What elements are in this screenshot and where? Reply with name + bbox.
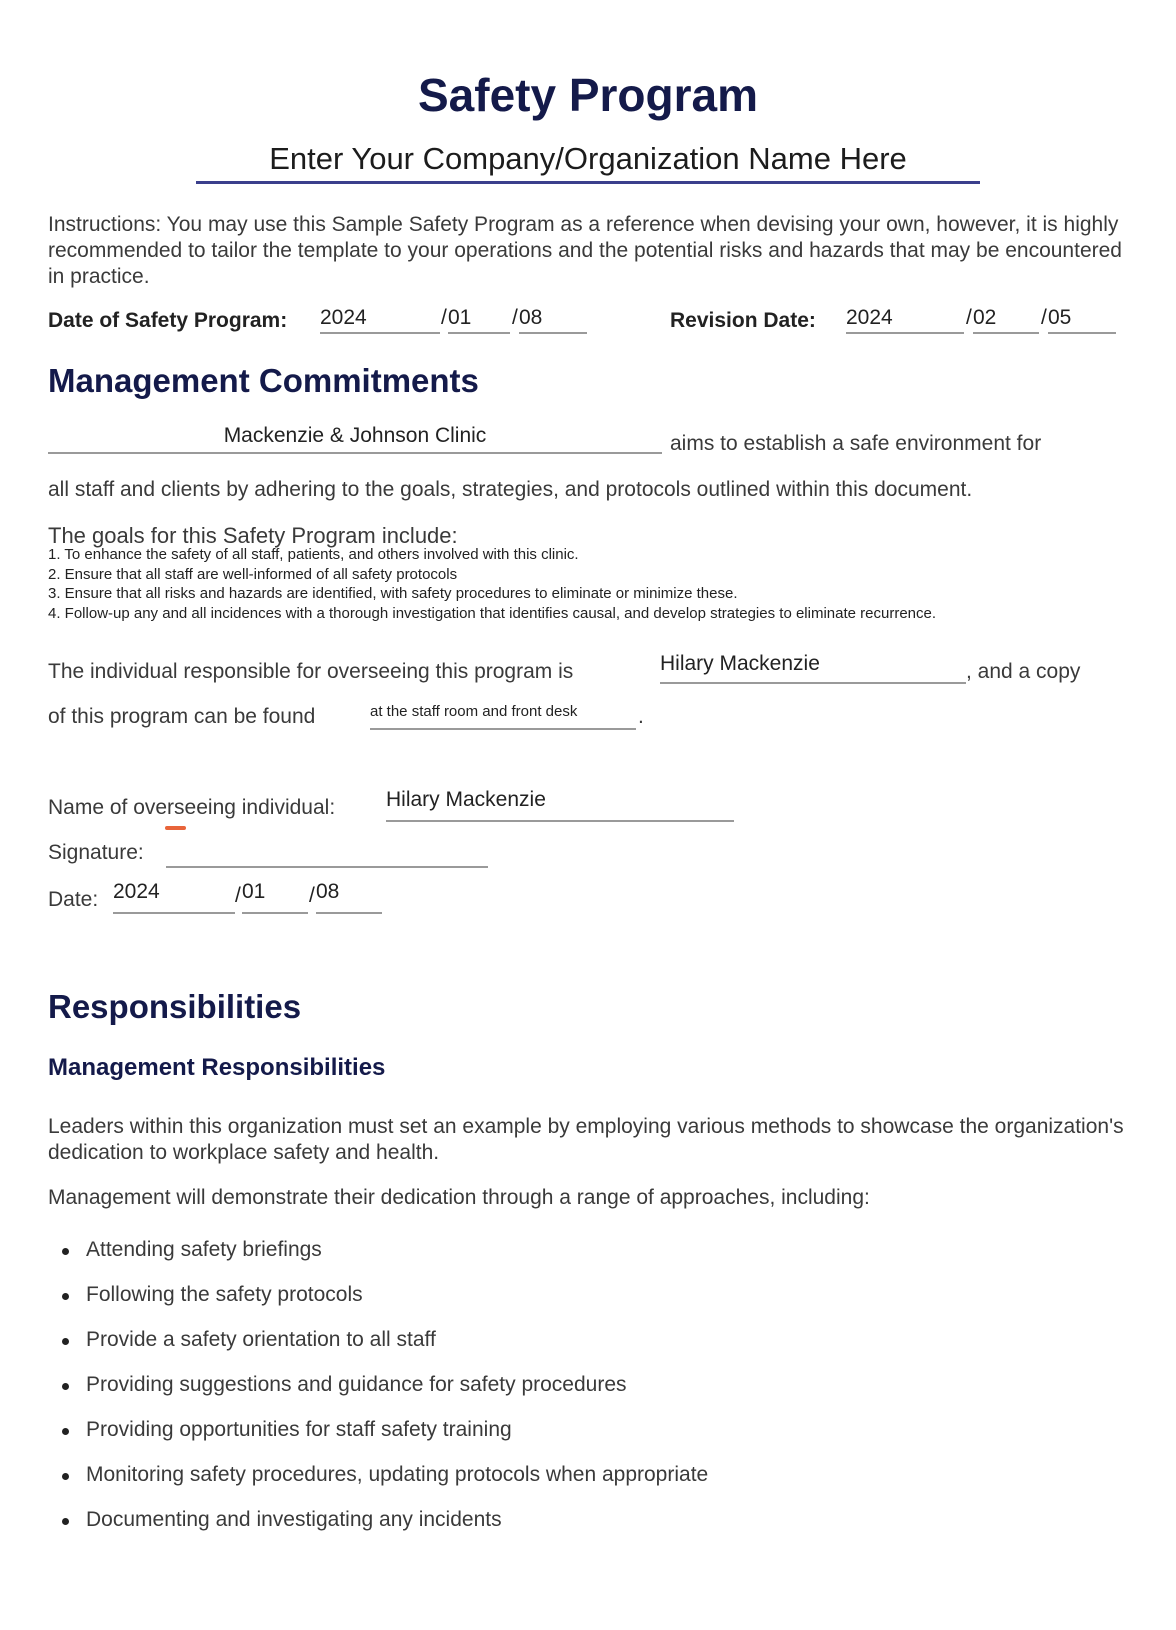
bullet-icon [62,1518,69,1525]
signature-field[interactable] [166,836,488,868]
program-date-year-value: 2024 [320,306,367,329]
responsible-person-field[interactable] [660,652,966,684]
list-item [62,1283,708,1328]
program-date-year-field[interactable] [320,306,440,334]
signature-marker-icon [165,826,186,830]
goal-item: 1. To enhance the safety of all staff, patients, and others involved with this clinic. [48,546,579,563]
instructions-text: Instructions: You may use this Sample Safety Program as a reference when devising your own, however, it is highly recommended to tailor the template to your operations and the potential risks and hazards that may be encountered in practice. [48,213,1122,288]
list-item [62,1508,708,1553]
signoff-date-month-value: 01 [242,880,266,903]
revision-date-year-value: 2024 [846,306,893,329]
overseer-name-field[interactable] [386,788,734,822]
signoff-date-day-value: 08 [316,880,340,903]
organization-name-field[interactable] [196,138,980,184]
list-item [62,1238,708,1283]
program-date-day-field[interactable] [519,306,587,334]
signoff-date-year-value: 2024 [113,880,160,903]
program-location-field[interactable] [370,700,636,730]
goal-item: 4. Follow-up any and all incidences with a thorough investigation that identifies causal, and develop strategies to eliminate recurrence. [48,604,937,622]
revision-date-day-field[interactable] [1048,306,1116,334]
revision-date-row [670,306,1130,336]
list-item [62,1328,708,1373]
signoff-date-month-field[interactable] [242,880,308,914]
bullet-icon [62,1383,69,1390]
program-date-month-value: 01 [448,306,472,329]
bullet-icon [62,1428,69,1435]
organization-name-placeholder: Enter Your Company/Organization Name Here [269,141,907,176]
management-approaches-list [62,1238,708,1553]
goals-list [48,545,936,623]
list-item [62,1463,708,1508]
signoff-date-label: Date: [48,888,99,911]
commitment-line2: all staff and clients by adhering to the goals, strategies, and protocols outlined within this document. [48,478,973,501]
responsible-prefix: The individual responsible for overseeing this program is [48,660,574,683]
bullet-icon [62,1473,69,1480]
program-date-label: Date of Safety Program: [48,309,288,332]
document-title: Safety Program [417,69,758,121]
location-prefix: of this program can be found [48,705,316,728]
revision-date-day-value: 05 [1048,306,1072,329]
overseer-name-label: Name of overseeing individual: [48,796,336,819]
revision-date-label: Revision Date: [670,309,816,332]
list-item-text: Provide a safety orientation to all staff [86,1328,436,1351]
management-commitments-heading: Management Commitments [48,362,479,399]
revision-date-month-field[interactable] [973,306,1039,334]
responsible-suffix: , and a copy [966,660,1081,683]
date-separator: / [441,306,447,329]
list-item-text: Providing suggestions and guidance for safety procedures [86,1373,627,1396]
signoff-date-year-field[interactable] [113,880,235,914]
date-separator: / [512,306,518,329]
list-item-text: Attending safety briefings [86,1238,322,1261]
date-separator: / [309,884,315,907]
list-item [62,1418,708,1463]
responsible-person-value: Hilary Mackenzie [660,652,820,675]
goals-title: The goals for this Safety Program include: [48,523,458,548]
signature-label: Signature: [48,841,144,864]
date-separator: / [1041,306,1047,329]
program-date-month-field[interactable] [448,306,510,334]
signoff-date-day-field[interactable] [316,880,382,914]
list-item-text: Documenting and investigating any incidents [86,1508,502,1531]
date-separator: / [235,884,241,907]
goal-item: 2. Ensure that all staff are well-informed of all safety protocols [48,565,458,583]
overseer-name-value: Hilary Mackenzie [386,788,546,811]
program-location-value: at the staff room and front desk [370,703,578,720]
program-date-day-value: 08 [519,306,543,329]
list-item-text: Following the safety protocols [86,1283,363,1306]
clinic-name-field[interactable] [48,424,662,454]
location-suffix: . [638,705,644,728]
responsibilities-heading: Responsibilities [48,988,302,1025]
bullet-icon [62,1338,69,1345]
goal-item: 3. Ensure that all risks and hazards are identified, with safety procedures to eliminate or minimize these. [48,585,738,602]
responsibilities-paragraph: Leaders within this organization must set an example by employing various methods to showcase the organization's dedication to workplace safety and health. [48,1115,1124,1164]
clinic-name-value: Mackenzie & Johnson Clinic [223,424,487,447]
revision-date-month-value: 02 [973,306,997,329]
bullet-icon [62,1293,69,1300]
management-responsibilities-subheading: Management Responsibilities [48,1054,386,1081]
program-date-row [48,306,608,336]
list-item-text: Monitoring safety procedures, updating protocols when appropriate [86,1463,709,1486]
responsibilities-intro: Management will demonstrate their dedication through a range of approaches, including: [48,1186,870,1209]
list-item [62,1373,708,1418]
bullet-icon [62,1248,69,1255]
list-item-text: Providing opportunities for staff safety training [86,1418,512,1441]
date-separator: / [966,306,972,329]
commitment-line1-suffix: aims to establish a safe environment for [670,432,1042,455]
revision-date-year-field[interactable] [846,306,964,334]
